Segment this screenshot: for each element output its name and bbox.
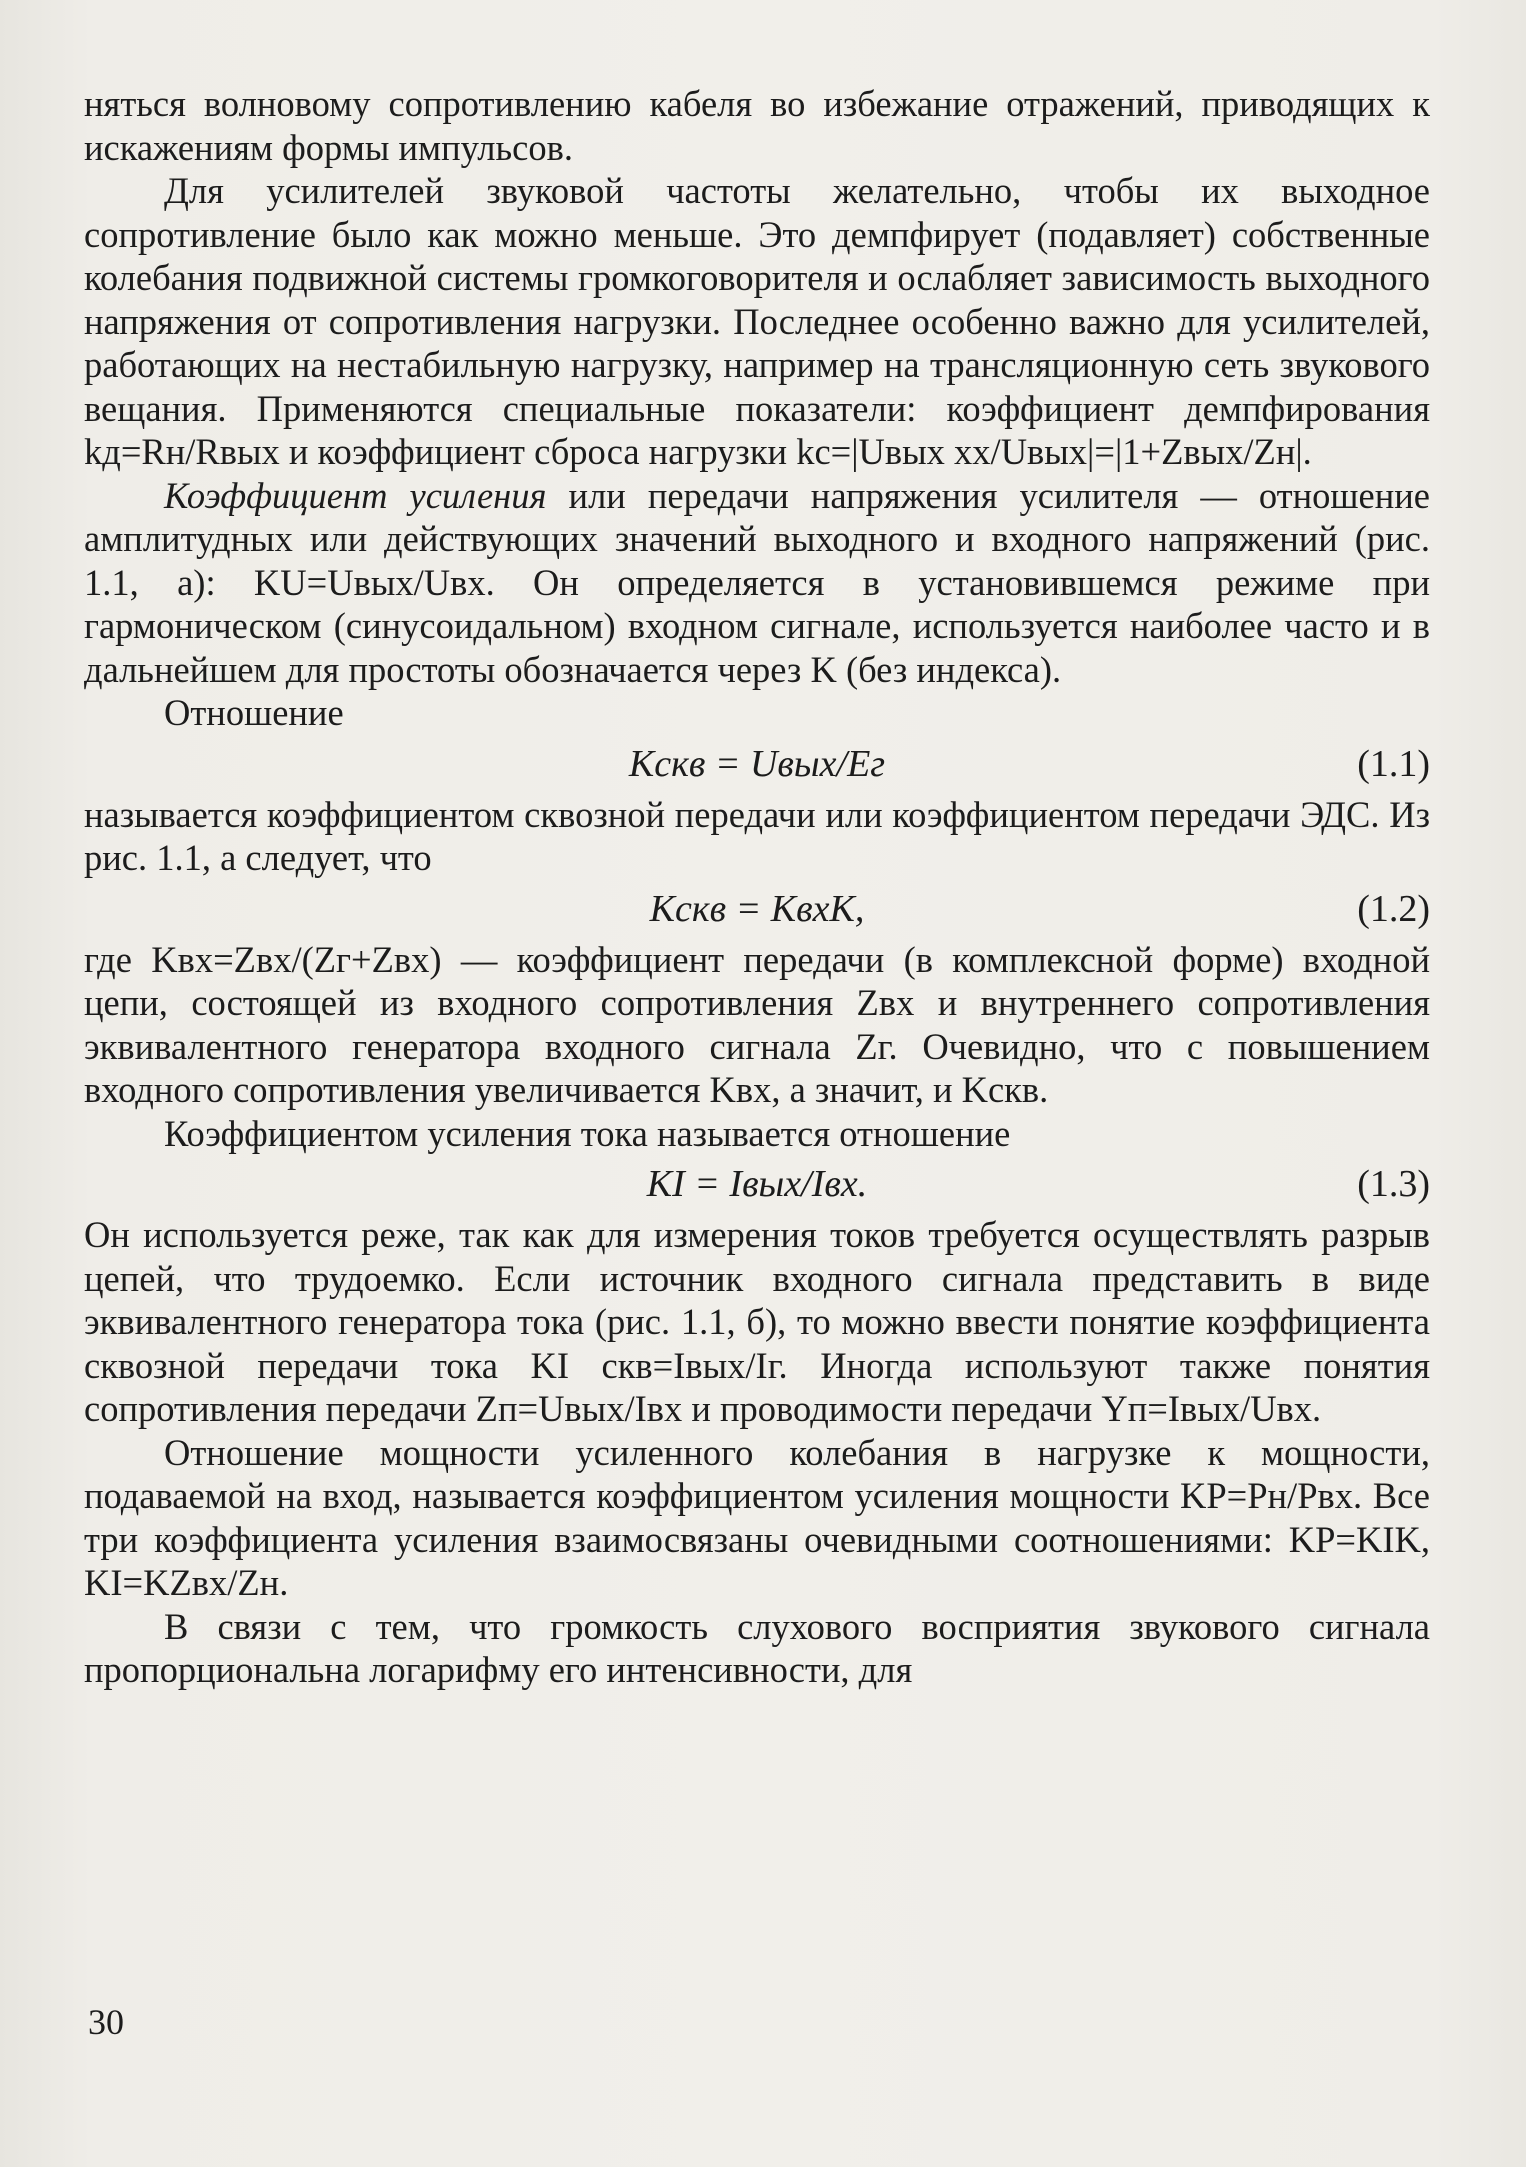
paragraph-7: Коэффициентом усиления тока называется отношение bbox=[164, 1112, 1011, 1154]
formula-number: (1.1) bbox=[1357, 742, 1430, 785]
term-gain-coefficient: Коэффициент усиления bbox=[164, 474, 547, 516]
formula-number: (1.2) bbox=[1357, 887, 1430, 930]
formula-1-3 bbox=[84, 1155, 1430, 1213]
paragraph-10: В связи с тем, что громкость слухового восприятия звукового сигнала пропорциональна логарифму его интенсивности, для bbox=[84, 1605, 1430, 1690]
formula-number: (1.3) bbox=[1357, 1163, 1430, 1205]
paragraph-1: няться волновому сопротивлению кабеля во избежание отражений, приводящих к искажениям формы импульсов. bbox=[84, 83, 1430, 168]
paragraph-6: где Kвх=Zвх/(Zг+Zвх) — коэффициент передачи (в комплексной форме) входной цепи, состоящей из входного сопротивления Zвх и внутреннего сопротивления эквивалентного генератора входного сигнала Zг. Очевидно, что с повышением входного сопротивления увеличивается Kвх, а значит, и Kскв. bbox=[84, 938, 1430, 1110]
formula-expression: Kскв = Uвых/Eг bbox=[628, 742, 886, 785]
paragraph-3-body: или передачи напряжения усилителя — отношение амплитудных или действующих значений выходного и входного напряжений (рис. 1.1, а): KU=Uвых/Uвх. Он определяется в установившемся режиме при гармоническом (синусоидальном) входном сигнале, используется наиболее часто и в дальнейшем для простоты обозначается через K (без индекса). bbox=[84, 474, 1430, 690]
paragraph-3 bbox=[84, 474, 1430, 692]
formula-1-1 bbox=[84, 735, 1430, 793]
paragraph-5: называется коэффициентом сквозной передачи или коэффициентом передачи ЭДС. Из рис. 1.1, а следует, что bbox=[84, 793, 1430, 878]
paragraph-2: Для усилителей звуковой частоты желательно, чтобы их выходное сопротивление было как можно меньше. Это демпфирует (подавляет) собственные колебания подвижной системы громкоговорителя и ослабляет зависимость выходного напряжения от сопротивления нагрузки. Последнее особенно важно для усилителей, работающих на нестабильную нагрузку, например на трансляционную сеть звукового вещания. Применяются специальные показатели: коэффициент демпфирования kд=Rн/Rвых и коэффициент сброса нагрузки kс=|Uвых хх/Uвых|=|1+Zвых/Zн|. bbox=[84, 170, 1430, 472]
paragraph-4: Отношение bbox=[164, 692, 344, 733]
formula-expression: Kскв = KвхK, bbox=[649, 887, 865, 930]
paragraph-9: Отношение мощности усиленного колебания в нагрузке к мощности, подаваемой на вход, называется коэффициентом усиления мощности KP=Pн/Pвх. Все три коэффициента усиления взаимосвязаны очевидными соотношениями: KP=KIK, KI=KZвх/Zн. bbox=[84, 1431, 1430, 1603]
paragraph-8: Он используется реже, так как для измерения токов требуется осуществлять разрыв цепей, что трудоемко. Если источник входного сигнала представить в виде эквивалентного генератора тока (рис. 1.1, б), то можно ввести понятие коэффициента сквозной передачи тока KI скв=Iвых/Iг. Иногда используют также понятия сопротивления передачи Zп=Uвых/Iвх и проводимости передачи Yп=Iвых/Uвх. bbox=[84, 1214, 1430, 1429]
formula-expression: KI = Iвых/Iвх. bbox=[646, 1163, 868, 1205]
page-number: 30 bbox=[88, 2002, 124, 2042]
formula-1-2 bbox=[84, 880, 1430, 938]
